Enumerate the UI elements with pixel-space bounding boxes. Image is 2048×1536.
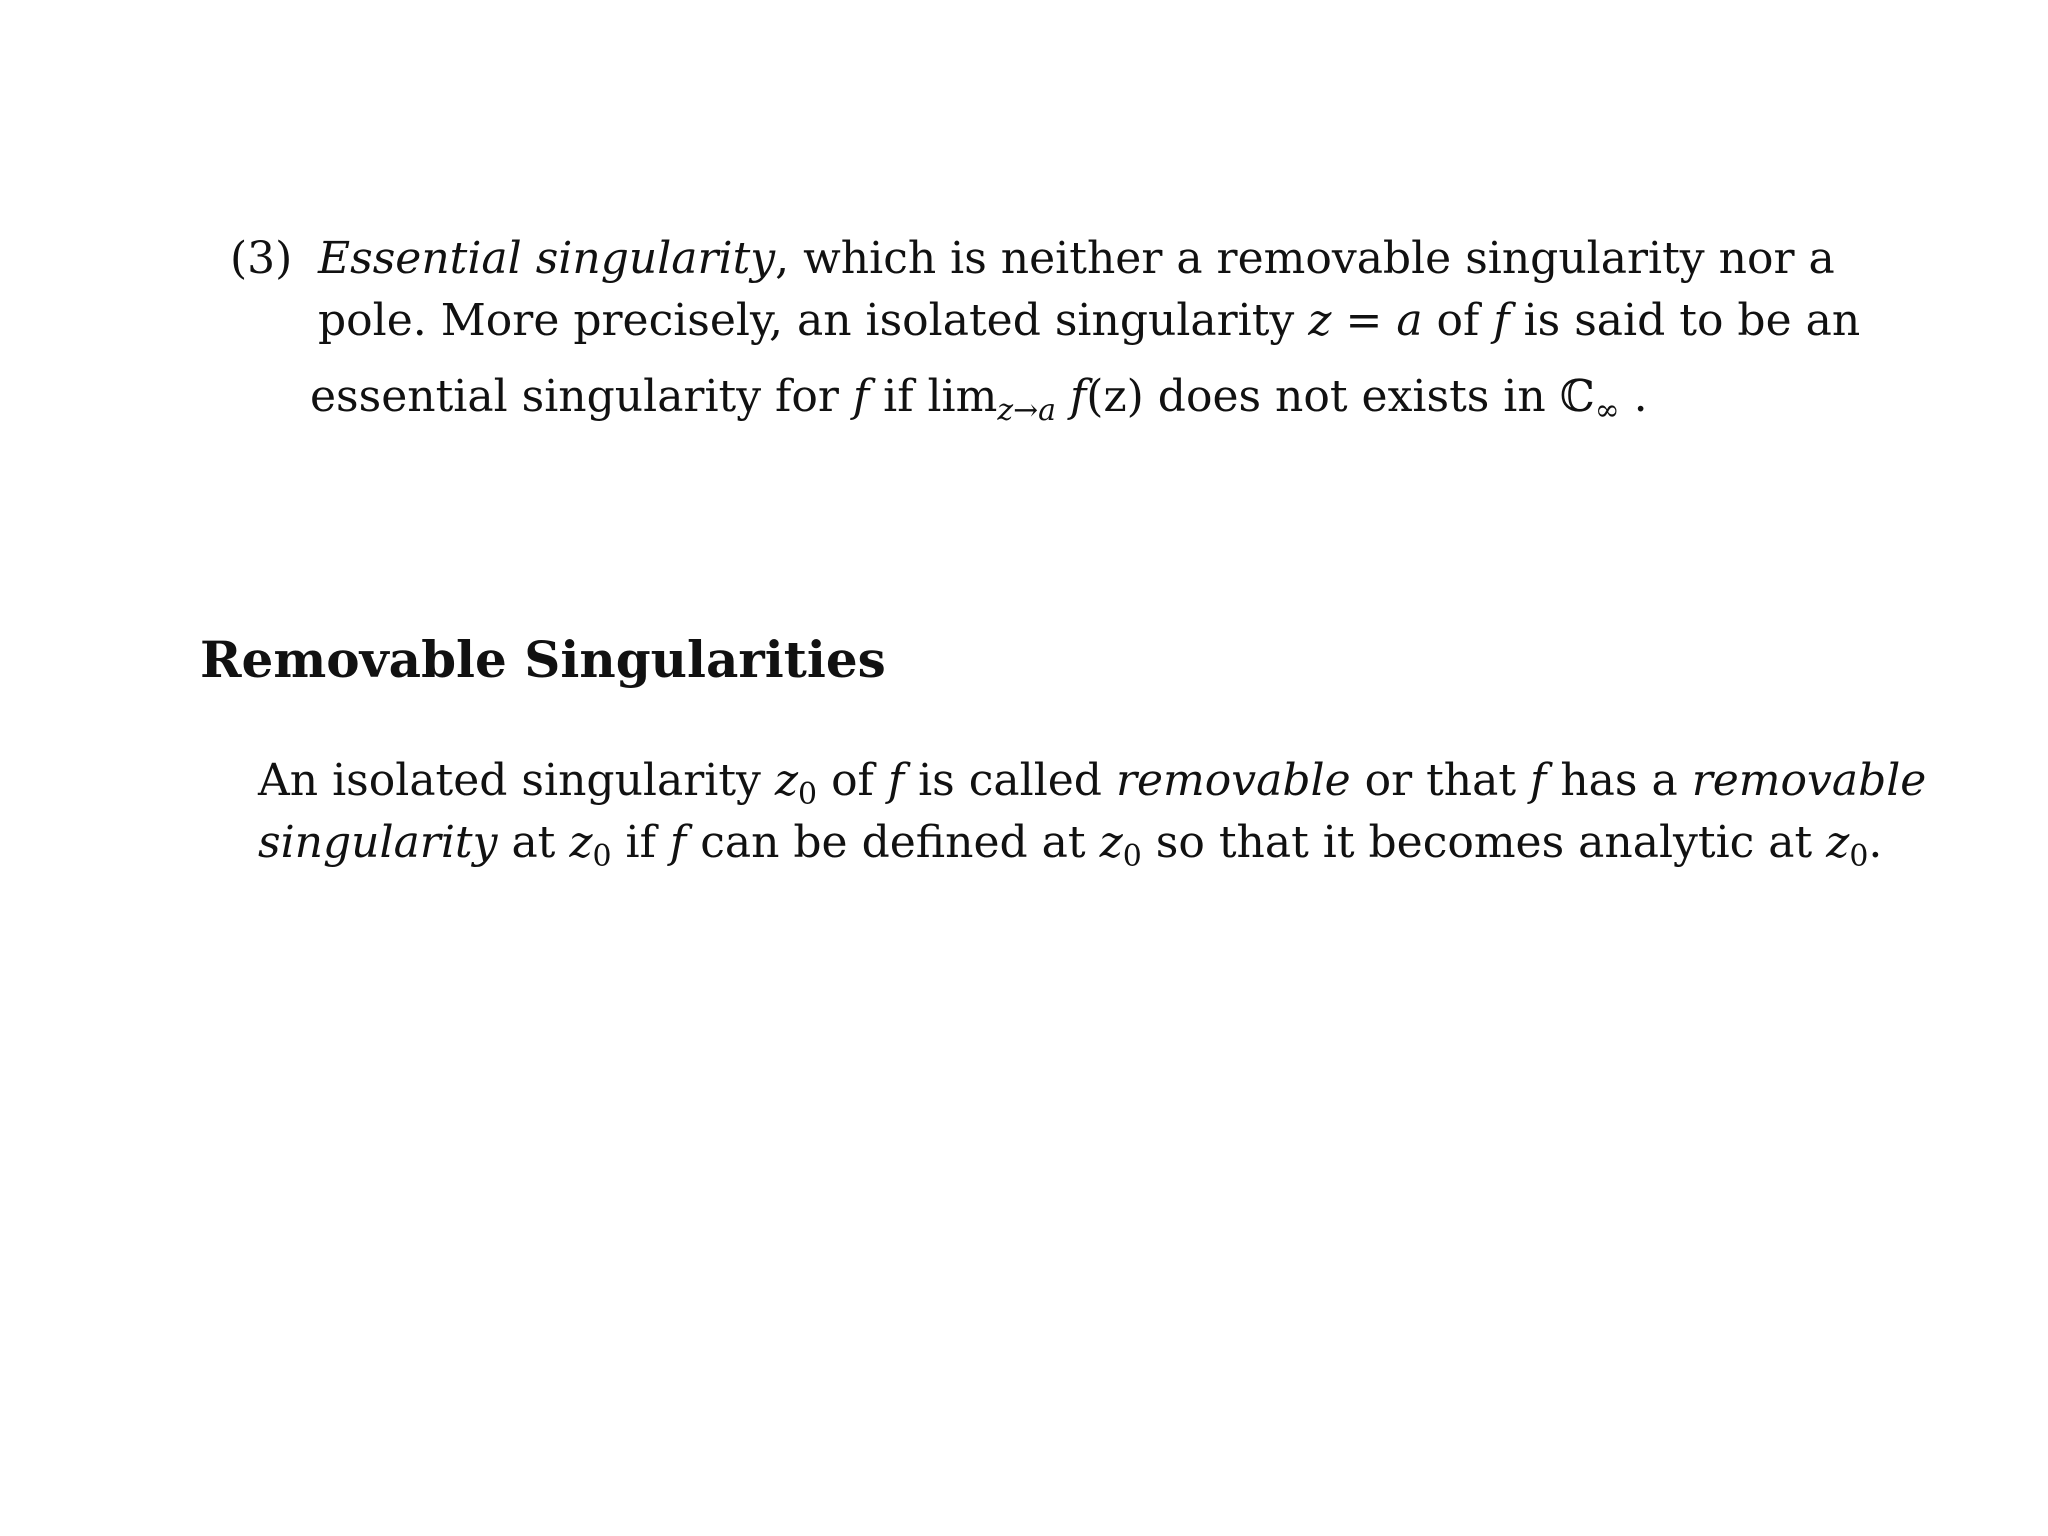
- math-f: f: [1493, 295, 1510, 346]
- item3-text: .: [1619, 371, 1648, 422]
- para-text: if: [611, 817, 670, 868]
- math-equals: =: [1331, 295, 1397, 346]
- para-text: can be defined at: [686, 817, 1100, 868]
- math-subscript-0: 0: [798, 776, 818, 812]
- para-text: .: [1868, 817, 1883, 868]
- item3-text: is said to be an: [1509, 295, 1861, 346]
- math-a: a: [1396, 295, 1423, 346]
- math-subscript-0: 0: [1849, 838, 1869, 874]
- math-z: z: [1099, 817, 1123, 868]
- essential-singularity-item: [230, 228, 1861, 428]
- math-f: f: [1056, 371, 1087, 422]
- math-z: z: [1826, 817, 1850, 868]
- math-infinity-subscript: ∞: [1594, 392, 1620, 428]
- math-lim-subscript: z→a: [997, 392, 1057, 428]
- para-text: is called: [904, 755, 1116, 806]
- term-singularity: singularity: [258, 817, 498, 868]
- term-essential-singularity: Essential singularity: [318, 233, 776, 284]
- para-line-2: [258, 812, 1918, 874]
- item3-line-2: [230, 290, 1861, 352]
- item3-line-1: [230, 228, 1850, 290]
- item3-text: pole. More precisely, an isolated singularity: [318, 295, 1309, 346]
- term-removable: removable: [1691, 755, 1927, 806]
- item3-text: of: [1422, 295, 1494, 346]
- math-lim: if lim: [869, 371, 998, 422]
- para-text: An isolated singularity: [258, 755, 775, 806]
- item3-line-3: [230, 366, 1850, 428]
- para-text: at: [497, 817, 570, 868]
- item3-text: , which is neither a removable singularity nor a: [775, 233, 1835, 284]
- math-f: f: [887, 755, 905, 806]
- item3-text: does not exists in ℂ: [1143, 371, 1595, 422]
- item3-text: essential singularity for: [310, 371, 853, 422]
- math-z: z: [774, 755, 799, 806]
- math-f: f: [852, 371, 870, 422]
- para-text: or that: [1350, 755, 1531, 806]
- para-text: of: [817, 755, 888, 806]
- math-subscript-0: 0: [592, 838, 612, 874]
- para-text: so that it becomes analytic at: [1141, 817, 1827, 868]
- para-text: has a: [1546, 755, 1692, 806]
- math-f: f: [1530, 755, 1547, 806]
- item-number: (3): [230, 233, 293, 284]
- definition-paragraph: [258, 750, 1927, 874]
- math-z: z: [1308, 295, 1332, 346]
- math-z: z: [569, 817, 593, 868]
- para-line-1: [258, 750, 1927, 812]
- math-subscript-0: 0: [1122, 838, 1142, 874]
- section-heading: Removable Singularities: [200, 630, 886, 689]
- math-f: f: [669, 817, 687, 868]
- math-of-z: (z): [1086, 371, 1144, 422]
- term-removable: removable: [1115, 755, 1351, 806]
